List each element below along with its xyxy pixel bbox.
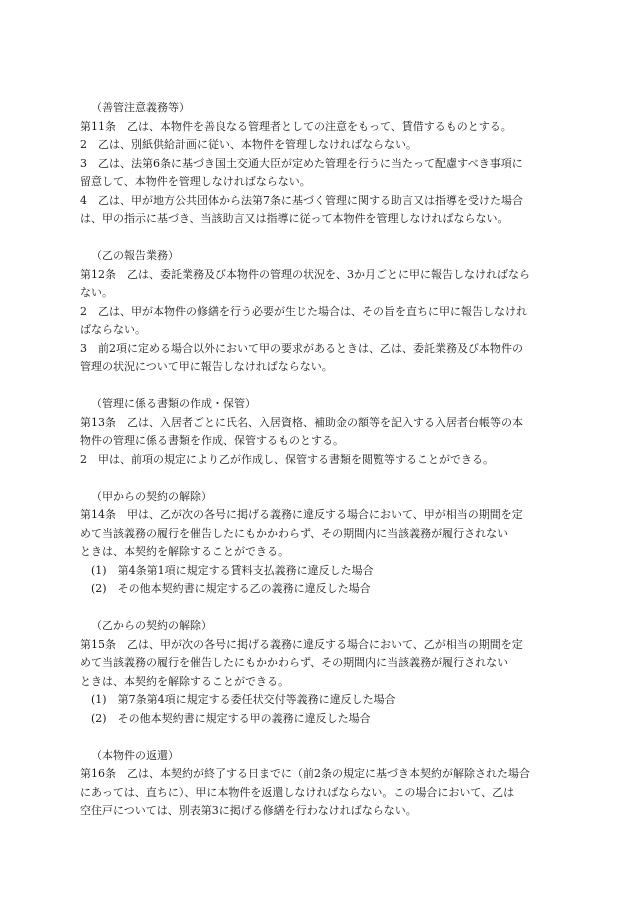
text-line: 第15条 乙は、甲が次の各号に掲げる義務に違反する場合において、乙が相当の期間を定 (80, 637, 523, 651)
section-reporting-duties (80, 247, 550, 377)
text-line: ときは、本契約を解除することができる。 (80, 674, 289, 688)
text-line: めて当該義務の履行を催告したにもかかわらず、その期間内に当該義務が履行されない (80, 526, 509, 540)
section-heading: （乙からの契約の解除） (91, 619, 212, 632)
article-15 (80, 636, 550, 692)
section-termination-by-party-b (80, 617, 550, 728)
text-line: 2 甲は、前項の規定により乙が作成し、保管する書類を閲覧等することができる。 (80, 452, 494, 466)
section-heading: （乙の報告業務） (91, 249, 179, 262)
section-duty-of-care (80, 99, 550, 229)
text-line: は、甲の指示に基づき、当該助言又は指導に従って本物件を管理しなければならない。 (80, 212, 509, 225)
text-line: 2 乙は、甲が本物件の修繕を行う必要が生じた場合は、その旨を直ちに甲に報告しなけれ (80, 304, 527, 318)
article-11 (80, 118, 550, 137)
article-14-item-1: (1) 第4条第1項に規定する賃料支払義務に違反した場合 (91, 563, 374, 577)
text-line: 第16条 乙は、本契約が終了する日までに（前2条の規定に基づき本契約が解除された場合 (80, 767, 530, 780)
section-heading: （管理に係る書類の作成・保管） (91, 397, 256, 410)
text-line: にあっては、直ちに）、甲に本物件を返還しなければならない。この場合において、乙は (80, 785, 515, 799)
article-15-item-2: (2) その他本契約書に規定する甲の義務に違反した場合 (91, 711, 371, 725)
section-heading: （善管注意義務等） (91, 101, 190, 114)
contract-document (80, 99, 550, 821)
article-16 (80, 765, 550, 821)
text-line: めて当該義務の履行を催告したにもかかわらず、その期間内に当該義務が履行されない (80, 656, 509, 669)
article-13-clause-2 (80, 451, 550, 470)
article-12-clause-2 (80, 303, 550, 340)
section-return-of-property (80, 747, 550, 821)
text-line: 管理の状況について甲に報告しなければならない。 (80, 360, 333, 373)
text-line: 3 前2項に定める場合以外において甲の要求があるときは、乙は、委託業務及び本物件の (80, 341, 523, 355)
article-11-clause-3 (80, 155, 550, 192)
text-line: 第13条 乙は、入居者ごとに氏名、入居資格、補助金の額等を記入する入居者台帳等の本 (80, 415, 523, 429)
text-line: 物件の管理に係る書類を作成、保管するものとする。 (80, 434, 344, 447)
text-line: ない。 (80, 286, 113, 299)
article-12-clause-3 (80, 340, 550, 377)
article-11-clause-2 (80, 136, 550, 155)
text-line: 2 乙は、別紙供給計画に従い、本物件を管理しなければならない。 (80, 138, 417, 151)
section-termination-by-party-a (80, 488, 550, 599)
text-line: ばならない。 (80, 323, 146, 336)
text-line: ときは、本契約を解除することができる。 (80, 545, 289, 558)
section-records-management (80, 395, 550, 469)
text-line: 第12条 乙は、委託業務及び本物件の管理の状況を、3か月ごとに甲に報告しなければなら (80, 267, 530, 281)
section-heading: （本物件の返還） (91, 748, 179, 762)
article-14 (80, 506, 550, 562)
article-14-item-2: (2) その他本契約書に規定する乙の義務に違反した場合 (91, 582, 371, 595)
text-line: 第14条 甲は、乙が次の各号に掲げる義務に違反する場合において、甲が相当の期間を定 (80, 508, 523, 521)
section-heading: （甲からの契約の解除） (91, 489, 212, 503)
text-line: 留意して、本物件を管理しなければならない。 (80, 175, 311, 188)
text-line: 4 乙は、甲が地方公共団体から法第7条に基づく管理に関する助言又は指導を受けた場合 (80, 193, 523, 207)
article-15-item-1: (1) 第7条第4項に規定する委任状交付等義務に違反した場合 (91, 693, 396, 706)
article-11-clause-4 (80, 192, 550, 229)
article-13 (80, 414, 550, 451)
article-12 (80, 266, 550, 303)
text-line: 第11条 乙は、本物件を善良なる管理者としての注意をもって、賃借するものとする。 (80, 119, 512, 133)
text-line: 空住戸については、別表第3に掲げる修繕を行わなければならない。 (80, 804, 417, 817)
text-line: 3 乙は、法第6条に基づき国土交通大臣が定めた管理を行うに当たって配慮すべき事項に (80, 156, 523, 170)
